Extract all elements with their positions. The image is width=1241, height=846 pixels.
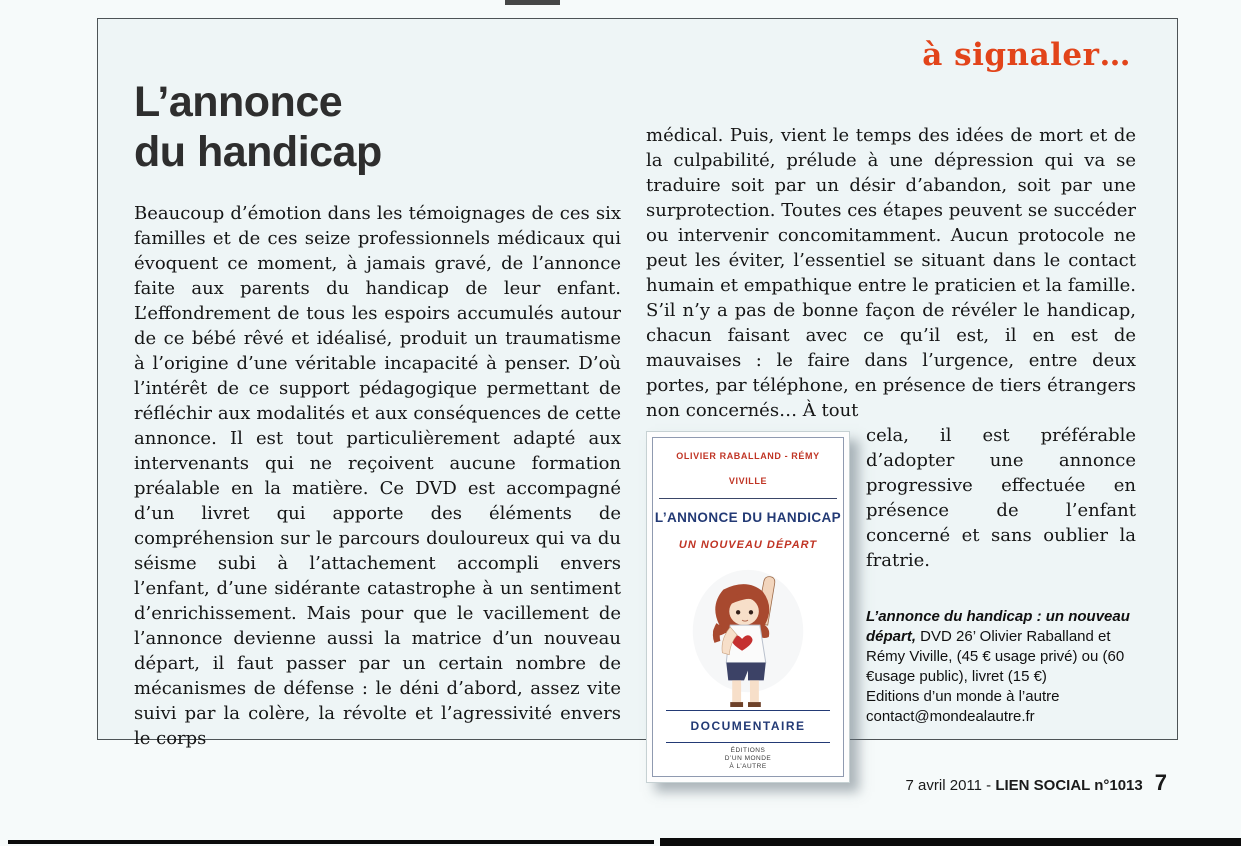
article-right-column — [646, 123, 1136, 793]
page-footer — [906, 770, 1167, 796]
cover-genre: DOCUMENTAIRE — [666, 710, 829, 743]
cover-illustration — [653, 560, 843, 708]
section-tag: à signaler… — [922, 37, 1131, 73]
caption-details: DVD 26’ Olivier Raballand et Rémy Viville, (45 € usage privé) ou (60 €usage public), livret (15 €) — [866, 628, 1125, 685]
dvd-cover — [646, 431, 850, 783]
footer-magazine: LIEN SOCIAL n°1013 — [995, 777, 1143, 794]
article-title-line2: du handicap — [134, 128, 382, 176]
scan-artifact-smudge — [505, 0, 560, 5]
article-left-column: Beaucoup d’émotion dans les témoignages de ces six familles et de ces seize professionnels médicaux qui évoquent ce moment, à jamais gravé, de l’annonce faite aux parents du handicap de leur enfant. L’effondrement de tous les espoirs accumulés autour de ce bébé rêvé et idéalisé, produit un traumatisme à l’origine d’une véritable incapacité à penser. D’où l’intérêt de ce support pédagogique permettant de réfléchir aux modalités et aux conséquences de cette annonce. Il est tout particulièrement adapté aux intervenants qui ne reçoivent aucune formation préalable en la matière. Ce DVD est accompagné d’un livret qui apporte des éléments de compréhension sur le parcours douloureux qui va du séisme subi à l’attachement accompli envers l’enfant, d’une sidérante catastrophe à un sentiment d’enrichissement. Mais pour que le vacillement de l’annonce devienne aussi la matrice d’un nouveau départ, il faut passer par un certain nombre de mécanismes de défense : le déni d’abord, assez vite suivi par la colère, la révolte et l’agressivité envers le corps — [134, 203, 621, 749]
scan-artifact-bar-right — [660, 838, 1241, 846]
cover-title: L’ANNONCE DU HANDICAP — [654, 510, 842, 525]
caption-publisher: Editions d’un monde à l’autre — [866, 688, 1060, 705]
cover-publisher — [653, 747, 843, 776]
right-column-text-beside-cover: cela, il est préférable d’adopter une annonce progressive effectuée en présence de l’enfant concerné et sans oublier la fratrie. — [866, 425, 1136, 571]
scan-artifact-bar-left — [8, 840, 654, 844]
right-column-text-top: médical. Puis, vient le temps des idées de mort et de la culpabilité, prélude à une dépression qui va se traduire soit par un désir d’abandon, soit par une surprotection. Toutes ces étapes peuvent se succéder ou intervenir concomitamment. Aucun protocole ne peut les éviter, l’essentiel se situant dans le contact humain et empathique entre le praticien et la famille. S’il n’y a pas de bonne façon de révéler le handicap, chacun faisant avec ce qu’il est, il en est de mauvaises : le faire dans l’urgence, entre deux portes, par téléphone, en présence de tiers étrangers non concernés… À tout — [646, 125, 1136, 421]
girl-illustration — [678, 560, 818, 708]
page-frame — [97, 18, 1178, 770]
caption-title: L’annonce du handicap : un nouveau départ, — [866, 608, 1130, 645]
article-title-line1: L’annonce — [134, 78, 343, 126]
cover-publisher-line1: ÉDITIONS — [730, 747, 766, 754]
cover-authors: OLIVIER RABALLAND - RÉMY VIVILLE — [659, 438, 837, 499]
cover-publisher-line2: D’UN MONDE — [724, 755, 772, 762]
footer-page-number: 7 — [1154, 770, 1167, 795]
article-title — [134, 77, 382, 177]
cover-subtitle: UN NOUVEAU DÉPART — [678, 539, 818, 551]
dvd-cover-frame — [652, 437, 844, 777]
footer-date: 7 avril 2011 - — [905, 777, 996, 794]
caption-email: contact@mondealautre.fr — [866, 708, 1035, 725]
cover-publisher-line3: À L’AUTRE — [729, 763, 767, 770]
